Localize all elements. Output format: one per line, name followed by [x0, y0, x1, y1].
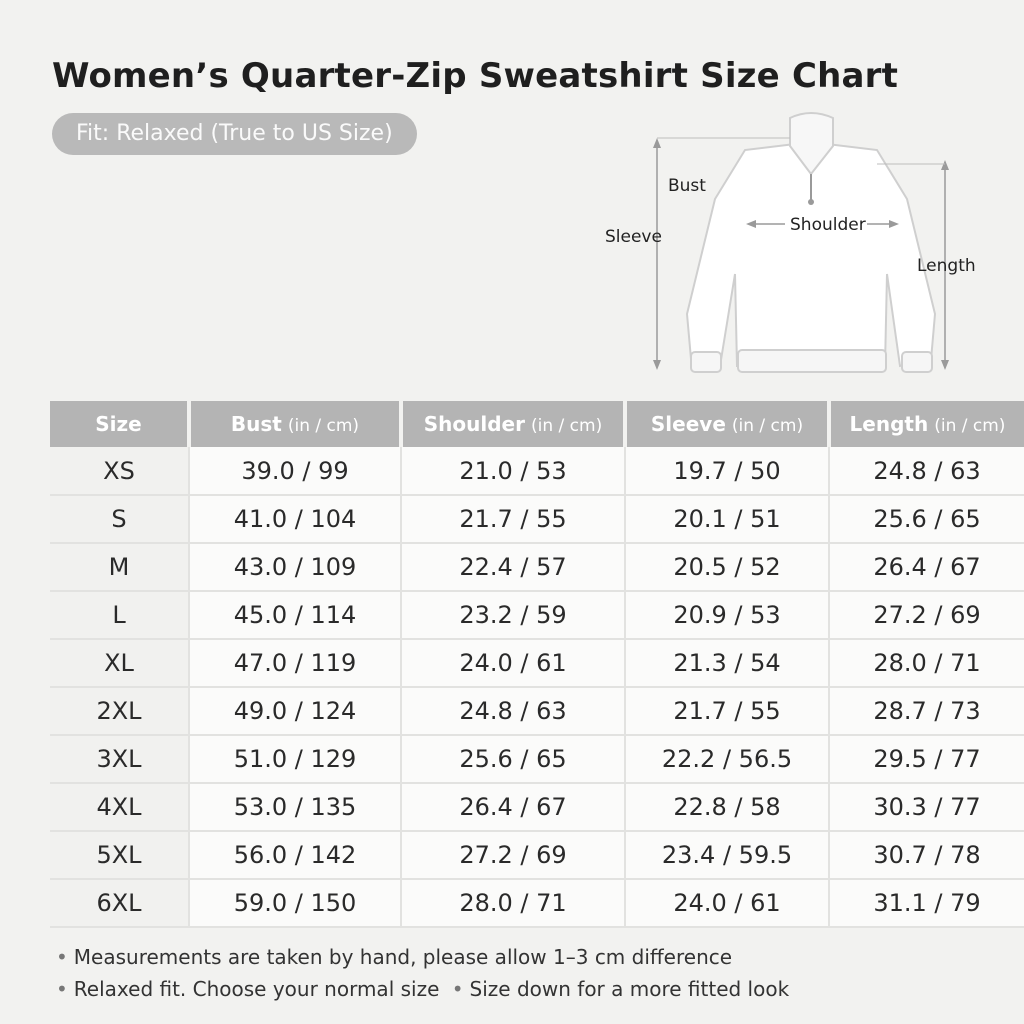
cell-size: 2XL	[50, 687, 189, 735]
table-row	[50, 591, 1024, 639]
cell-bust: 45.0 / 114	[189, 591, 401, 639]
cell-shoulder: 26.4 / 67	[401, 783, 625, 831]
diagram-label-shoulder: Shoulder	[790, 215, 866, 235]
cell-bust: 51.0 / 129	[189, 735, 401, 783]
cell-size: 6XL	[50, 879, 189, 927]
cell-sleeve: 21.3 / 54	[625, 639, 829, 687]
cell-sleeve: 20.5 / 52	[625, 543, 829, 591]
diagram-label-length: Length	[917, 256, 976, 276]
cell-bust: 47.0 / 119	[189, 639, 401, 687]
diagram-label-sleeve: Sleeve	[605, 227, 662, 247]
bullet-icon: •	[56, 945, 68, 969]
cell-length: 24.8 / 63	[829, 447, 1024, 495]
cell-bust: 56.0 / 142	[189, 831, 401, 879]
table-row	[50, 639, 1024, 687]
cell-shoulder: 28.0 / 71	[401, 879, 625, 927]
cell-sleeve: 21.7 / 55	[625, 687, 829, 735]
size-table	[50, 401, 1024, 928]
cell-shoulder: 27.2 / 69	[401, 831, 625, 879]
cell-length: 30.7 / 78	[829, 831, 1024, 879]
cell-bust: 59.0 / 150	[189, 879, 401, 927]
cell-length: 26.4 / 67	[829, 543, 1024, 591]
cell-length: 28.7 / 73	[829, 687, 1024, 735]
cell-shoulder: 23.2 / 59	[401, 591, 625, 639]
header-shoulder: Shoulder (in / cm)	[401, 401, 625, 447]
cell-shoulder: 24.8 / 63	[401, 687, 625, 735]
header-length: Length (in / cm)	[829, 401, 1024, 447]
cell-length: 27.2 / 69	[829, 591, 1024, 639]
cell-length: 29.5 / 77	[829, 735, 1024, 783]
cell-size: XS	[50, 447, 189, 495]
cell-sleeve: 23.4 / 59.5	[625, 831, 829, 879]
cell-size: XL	[50, 639, 189, 687]
cell-sleeve: 22.2 / 56.5	[625, 735, 829, 783]
header-bust: Bust (in / cm)	[189, 401, 401, 447]
cell-sleeve: 22.8 / 58	[625, 783, 829, 831]
sweatshirt-illustration	[595, 104, 1005, 394]
cell-sleeve: 20.1 / 51	[625, 495, 829, 543]
cell-bust: 43.0 / 109	[189, 543, 401, 591]
table-row	[50, 687, 1024, 735]
cell-sleeve: 20.9 / 53	[625, 591, 829, 639]
cell-bust: 41.0 / 104	[189, 495, 401, 543]
cell-sleeve: 24.0 / 61	[625, 879, 829, 927]
cell-length: 28.0 / 71	[829, 639, 1024, 687]
cell-shoulder: 21.7 / 55	[401, 495, 625, 543]
cell-size: S	[50, 495, 189, 543]
table-row	[50, 447, 1024, 495]
table-body	[50, 447, 1024, 927]
cell-shoulder: 22.4 / 57	[401, 543, 625, 591]
table-row	[50, 735, 1024, 783]
cell-size: 4XL	[50, 783, 189, 831]
note-line-1: • Measurements are taken by hand, please allow 1–3 cm difference	[56, 945, 733, 969]
cell-shoulder: 25.6 / 65	[401, 735, 625, 783]
table-header-row	[50, 401, 1024, 447]
table-row	[50, 495, 1024, 543]
header-sleeve: Sleeve (in / cm)	[625, 401, 829, 447]
cell-shoulder: 21.0 / 53	[401, 447, 625, 495]
diagram-label-bust: Bust	[668, 176, 706, 196]
cell-size: 5XL	[50, 831, 189, 879]
fit-badge: Fit: Relaxed (True to US Size)	[52, 113, 417, 155]
table-row	[50, 879, 1024, 927]
page-title: Women’s Quarter-Zip Sweatshirt Size Chart	[52, 56, 899, 96]
bullet-icon: •	[56, 977, 68, 1001]
note-line-2: • Relaxed fit. Choose your normal size • Size down for a more fitted look	[56, 977, 790, 1001]
cell-sleeve: 19.7 / 50	[625, 447, 829, 495]
bullet-icon: •	[451, 977, 464, 1001]
sweatshirt-diagram	[595, 104, 1005, 394]
table-row	[50, 783, 1024, 831]
table-row	[50, 543, 1024, 591]
cell-length: 30.3 / 77	[829, 783, 1024, 831]
cell-size: 3XL	[50, 735, 189, 783]
cell-size: L	[50, 591, 189, 639]
cell-length: 25.6 / 65	[829, 495, 1024, 543]
cell-length: 31.1 / 79	[829, 879, 1024, 927]
cell-shoulder: 24.0 / 61	[401, 639, 625, 687]
cell-bust: 39.0 / 99	[189, 447, 401, 495]
table-row	[50, 831, 1024, 879]
cell-size: M	[50, 543, 189, 591]
cell-bust: 49.0 / 124	[189, 687, 401, 735]
cell-bust: 53.0 / 135	[189, 783, 401, 831]
header-size: Size	[50, 401, 189, 447]
